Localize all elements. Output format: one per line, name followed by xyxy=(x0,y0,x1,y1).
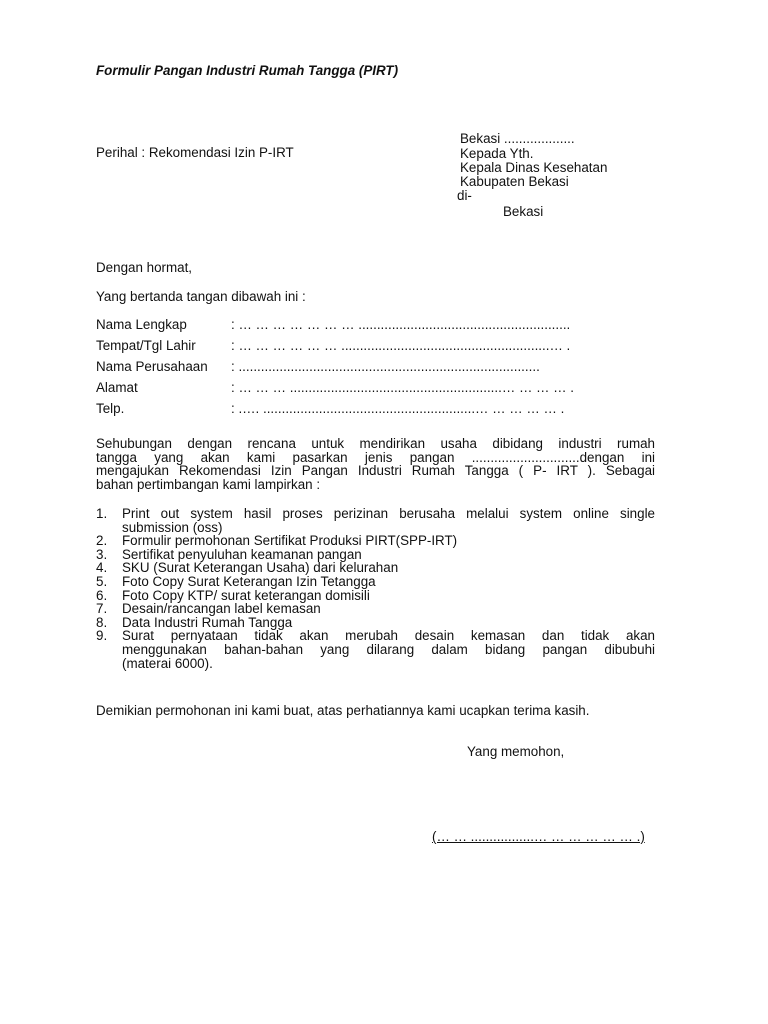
list-item-text: Data Industri Rumah Tangga xyxy=(122,614,293,630)
recipient-line-2: Kepala Dinas Kesehatan xyxy=(460,160,608,175)
recipient-line-4: di- xyxy=(457,188,472,203)
list-item-text: Print out system hasil proses perizinan berusaha melalui system online single xyxy=(122,506,655,521)
paragraph-line: mengajukan Rekomendasi Izin Pangan Industri Rumah Tangga ( P- IRT ). Sebagai xyxy=(96,463,655,479)
field-label-telp: Telp. xyxy=(96,401,125,416)
field-label-tempat-tgl-lahir: Tempat/Tgl Lahir xyxy=(96,338,196,353)
field-label-nama-lengkap: Nama Lengkap xyxy=(96,317,187,332)
field-label-nama-perusahaan: Nama Perusahaan xyxy=(96,359,208,374)
list-item xyxy=(96,616,655,630)
list-item-text: Surat pernyataan tidak akan merubah desain kemasan dan tidak akan xyxy=(122,628,655,644)
list-item-text: Formulir permohonan Sertifikat Produksi PIRT(SPP-IRT) xyxy=(122,533,458,549)
list-item xyxy=(96,561,655,575)
attachment-list xyxy=(96,507,655,670)
list-item xyxy=(96,629,655,670)
paragraph-line: Sehubungan dengan rencana untuk mendirikan usaha dibidang industri rumah xyxy=(96,436,655,451)
list-item xyxy=(96,548,655,562)
list-number: 9. xyxy=(96,628,108,644)
paragraph-line: bahan pertimbangan kami lampirkan : xyxy=(96,476,321,492)
closing-statement: Demikian permohonan ini kami buat, atas perhatiannya kami ucapkan terima kasih. xyxy=(96,703,590,718)
field-value-nama-perusahaan: : ................................................................................. xyxy=(231,359,540,374)
list-number: 6. xyxy=(96,587,108,603)
list-item xyxy=(96,534,655,548)
field-value-tempat-tgl-lahir: : … … … … … … ........................................................… . xyxy=(231,338,571,353)
recipient-line-1: Kepada Yth. xyxy=(460,146,534,161)
field-label-alamat: Alamat xyxy=(96,380,138,395)
field-value-telp: : .…. .........................................................… … … … … . xyxy=(231,401,565,416)
recipient-line-5: Bekasi xyxy=(503,204,544,219)
list-item-text: submission (oss) xyxy=(122,519,223,535)
list-item xyxy=(96,589,655,603)
list-number: 8. xyxy=(96,614,108,630)
list-item-text: menggunakan bahan-bahan yang dilarang dalam bidang pangan dibubuhi xyxy=(122,641,655,657)
list-number: 4. xyxy=(96,560,108,576)
field-value-nama-lengkap: : … … … … … … … ......................................................... xyxy=(231,317,571,332)
list-number: 2. xyxy=(96,533,108,549)
paragraph-line: tangga yang akan kami pasarkan jenis pangan .............................dengan ini xyxy=(96,449,655,465)
list-item-text: Desain/rancangan label kemasan xyxy=(122,601,321,617)
signature-name-line: (… … .................… … … … … … .) xyxy=(432,829,645,844)
list-item-text: Foto Copy KTP/ surat keterangan domisili xyxy=(122,587,370,603)
recipient-line-3: Kabupaten Bekasi xyxy=(460,174,569,189)
field-value-alamat: : … … … .........................................................… … … … . xyxy=(231,380,574,395)
list-item-text: SKU (Surat Keterangan Usaha) dari kelurahan xyxy=(122,560,399,576)
document-title: Formulir Pangan Industri Rumah Tangga (PIRT) xyxy=(96,63,399,78)
list-number: 3. xyxy=(96,546,108,562)
list-number: 7. xyxy=(96,601,108,617)
intro-line: Yang bertanda tangan dibawah ini : xyxy=(96,289,306,304)
body-paragraph xyxy=(96,437,655,491)
place-date: Bekasi ................... xyxy=(460,131,575,146)
signature-label: Yang memohon, xyxy=(467,744,565,759)
list-number: 5. xyxy=(96,573,108,589)
subject-line: Perihal : Rekomendasi Izin P-IRT xyxy=(96,145,294,160)
list-item xyxy=(96,602,655,616)
greeting: Dengan hormat, xyxy=(96,260,193,275)
list-item xyxy=(96,507,655,534)
list-item xyxy=(96,575,655,589)
list-number: 1. xyxy=(96,506,108,521)
list-item-text: (materai 6000). xyxy=(122,655,213,671)
list-item-text: Sertifikat penyuluhan keamanan pangan xyxy=(122,546,362,562)
list-item-text: Foto Copy Surat Keterangan Izin Tetangga xyxy=(122,573,376,589)
